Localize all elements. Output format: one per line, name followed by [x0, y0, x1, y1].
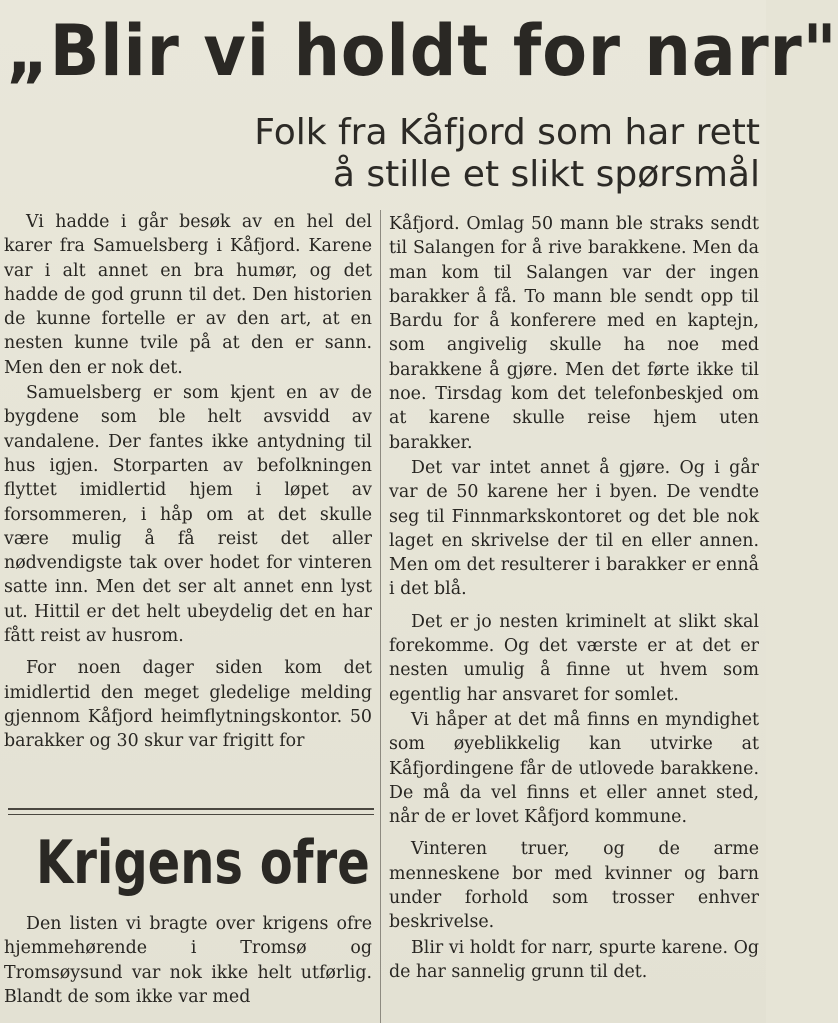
- article-paragraph: Kåfjord. Omlag 50 mann ble straks sendt til Salangen for å rive barakkene. Men da man kom til Salangen var der ingen barakker å få. To mann ble sendt opp til Bardu for å konferere med en kaptejn, som angivelig skulle ha noe med barakkene å gjøre. Men det førte ikke til noe. Tirsdag kom det telefonbeskjed om at karene skulle reise hjem uten barakker.: [389, 214, 759, 453]
- article2-column: [4, 912, 372, 1009]
- article-paragraph: Vinteren truer, og de arme menneskene bor med kvinner og barn under forhold som trosser enhver beskrivelse.: [389, 839, 759, 933]
- article-paragraph: Vi håper at det må finns en myndighet som øyeblikkelig kan utvirke at Kåfjordingene får de utlovede barakkene. De må da vel finns et eller annet sted, når de er lovet Kåfjord kommune.: [389, 709, 759, 828]
- column-divider: [380, 210, 381, 1023]
- article-paragraph: Det var intet annet å gjøre. Og i går var de 50 karene her i byen. De vendte seg til Finnmarkskontoret og det ble nok laget en skrivelse der til en eller annen. Men om det resulterer i barakker er ennå i det blå.: [389, 457, 759, 600]
- article-column-right: [389, 212, 759, 984]
- article-paragraph: Blir vi holdt for narr, spurte karene. Og de har sannelig grunn til det.: [389, 937, 759, 982]
- article-headline: „Blir vi holdt for narr": [6, 10, 838, 92]
- article-subheadline: Folk fra Kåfjord som har rett å stille et slikt spørsmål: [254, 112, 760, 195]
- article-paragraph: Det er jo nesten kriminelt at slikt skal forekomme. Og det værste er at det er nesten umulig å finne ut hvem som egentlig har ansvaret for somlet.: [389, 611, 759, 705]
- article2-headline: Krigens ofre: [36, 828, 370, 898]
- article-column-left: [4, 210, 372, 754]
- article-paragraph: Samuelsberg er som kjent en av de bygdene som ble helt avsvidd av vandalene. Der fantes ikke antydning til hus igjen. Storparten av befolkningen flyttet imidlertid hjem i løpet av forsommeren, i håp om at det skulle være mulig å få reist det aller nødvendigste tak over hodet for vinteren satte inn. Men det ser alt annet enn lyst ut. Hittil er det helt ubeydelig det en har fått reist av husrom.: [4, 383, 372, 647]
- section-divider: [8, 808, 374, 815]
- article2-paragraph: Den listen vi bragte over krigens ofre hjemmehørende i Tromsø og Tromsøysund var nok ikke helt utførlig. Blandt de som ikke var med: [4, 914, 372, 1007]
- article-paragraph: For noen dager siden kom det imidlertid den meget gledelige melding gjennom Kåfjord heimflytningskontor. 50 barakker og 30 skur var frigitt for: [4, 658, 372, 752]
- article-paragraph: Vi hadde i går besøk av en hel del karer fra Samuelsberg i Kåfjord. Karene var i alt annet en bra humør, og det hadde de god grunn til det. Den historien de kunne fortelle er av den art, at en nesten kunne tvile på at den er sann. Men den er nok det.: [4, 212, 372, 378]
